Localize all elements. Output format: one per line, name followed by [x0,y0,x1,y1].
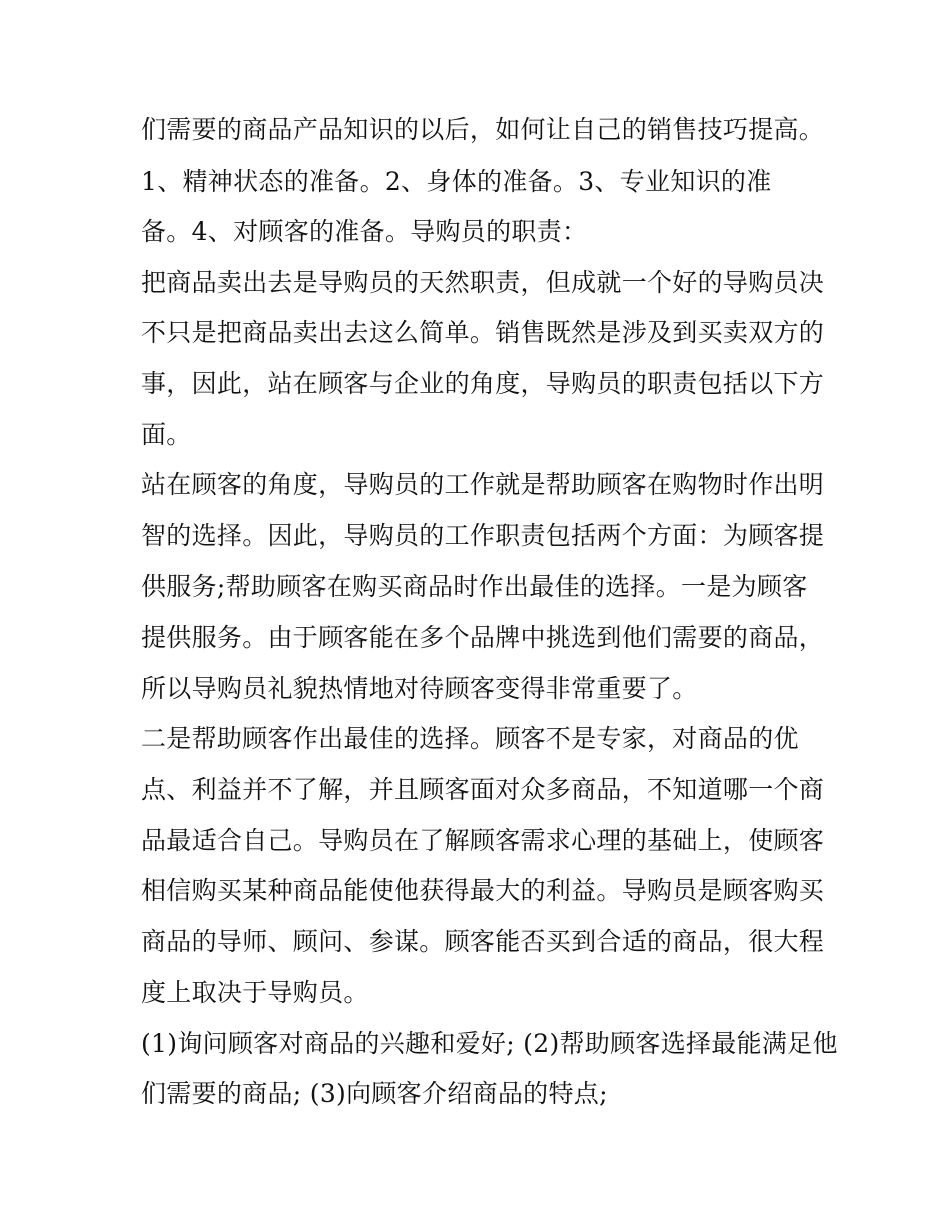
text-line: 相信购买某种商品能使他获得最大的利益。导购员是顾客购买 [141,876,825,905]
text-line: (1)询问顾客对商品的兴趣和爱好; (2)帮助顾客选择最能满足他 [141,1029,838,1058]
text-line: 供服务;帮助顾客在购买商品时作出最佳的选择。一是为顾客 [141,572,808,601]
text-line: 点、利益并不了解，并且顾客面对众多商品，不知道哪一个商 [141,775,825,804]
text-line: 站在顾客的角度，导购员的工作就是帮助顾客在购物时作出明 [141,470,825,499]
text-line: 把商品卖出去是导购员的天然职责，但成就一个好的导购员决 [141,268,825,297]
text-line: 度上取决于导购员。 [141,978,369,1007]
text-line: 面。 [141,420,192,449]
text-line: 二是帮助顾客作出最佳的选择。顾客不是专家，对商品的优 [141,724,799,753]
text-line: 们需要的商品; (3)向顾客介绍商品的特点; [141,1079,608,1108]
text-line: 商品的导师、顾问、参谋。顾客能否买到合适的商品，很大程 [141,927,825,956]
text-line: 备。4、对顾客的准备。导购员的职责： [141,217,588,246]
text-line: 1、精神状态的准备。2、身体的准备。3、专业知识的准 [141,167,772,196]
text-line: 不只是把商品卖出去这么简单。销售既然是涉及到买卖双方的 [141,318,825,347]
text-line: 事，因此，站在顾客与企业的角度，导购员的职责包括以下方 [141,369,825,398]
text-line: 所以导购员礼貌热情地对待顾客变得非常重要了。 [141,674,698,703]
text-line: 们需要的商品产品知识的以后，如何让自己的销售技巧提高。 [141,115,825,144]
text-line: 智的选择。因此，导购员的工作职责包括两个方面：为顾客提 [141,521,825,550]
text-line: 提供服务。由于顾客能在多个品牌中挑选到他们需要的商品， [141,623,825,652]
text-line: 品最适合自己。导购员在了解顾客需求心理的基础上，使顾客 [141,826,825,855]
